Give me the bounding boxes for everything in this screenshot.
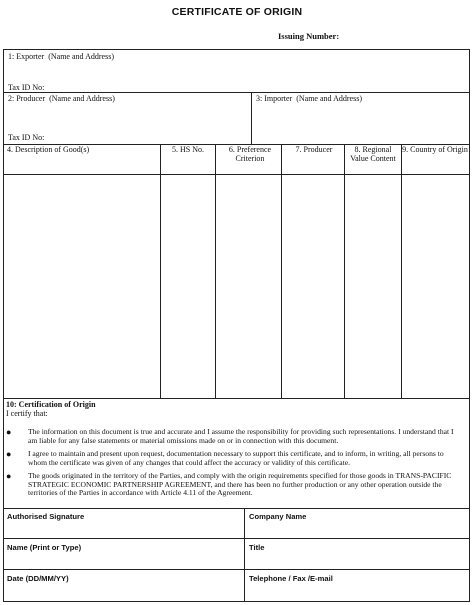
col-country-of-origin: 9. Country of Origin [402, 145, 468, 154]
importer-label: 3: Importer [256, 94, 293, 103]
title-field[interactable] [246, 540, 468, 568]
exporter-tax-id: Tax ID No: [8, 83, 45, 92]
goods-entry-area[interactable] [3, 175, 470, 397]
col-description: 4. Description of Good(s) [7, 145, 90, 154]
company-name-field[interactable] [246, 509, 468, 537]
name-field[interactable] [4, 540, 243, 568]
contact-field[interactable] [246, 571, 468, 601]
certification-bullet [6, 450, 461, 468]
document-title: CERTIFICATE OF ORIGIN [171, 6, 303, 18]
bullet-icon: ● [6, 471, 12, 481]
importer-sublabel: (Name and Address) [296, 94, 362, 103]
certification-intro: I certify that: [6, 409, 48, 418]
exporter-label: 1: Exporter [8, 52, 45, 61]
exporter-section[interactable] [8, 52, 463, 90]
bullet-text: I agree to maintain and present upon request, documentation necessary to support this certificate, and to inform, in writing, all persons to whom the certificate was given of any changes that could affect the accuracy or validity of this certificate. [28, 449, 444, 467]
divider [3, 538, 470, 539]
contact-label: Telephone / Fax /E-mail [249, 574, 333, 583]
divider [3, 398, 470, 399]
producer-tax-id: Tax ID No: [8, 133, 45, 142]
certification-bullet [6, 428, 461, 446]
divider [244, 508, 245, 602]
goods-table [3, 144, 470, 398]
bullet-icon: ● [6, 449, 12, 459]
bullet-text: The information on this document is true and accurate and I assume the responsibility for providing such representations. I understand that I am liable for any false statements or material omissions made on or in connection with this document. [28, 427, 454, 445]
col-hs-no: 5. HS No. [171, 145, 204, 154]
producer-label: 2: Producer [8, 94, 46, 103]
col-producer: 7. Producer [295, 145, 333, 154]
name-label: Name (Print or Type) [7, 543, 82, 552]
authorised-signature-field[interactable] [4, 509, 243, 537]
importer-section[interactable] [256, 94, 466, 142]
divider [3, 569, 470, 570]
company-name-label: Company Name [249, 512, 307, 521]
divider [3, 92, 470, 93]
date-label: Date (DD/MM/YY) [7, 574, 69, 583]
col-regional-value-content: 8. Regional Value Content [350, 145, 396, 163]
certification-label [6, 400, 96, 409]
certification-title: 10: Certification of Origin [6, 400, 96, 409]
title-label: Title [249, 543, 265, 552]
col-preference-criterion: 6. Preference Criterion [228, 145, 272, 163]
date-field[interactable] [4, 571, 243, 601]
producer-sublabel: (Name and Address) [49, 94, 115, 103]
certification-bullet [6, 472, 461, 500]
issuing-number-label: Issuing Number: [278, 31, 340, 41]
divider [251, 92, 252, 144]
exporter-sublabel: (Name and Address) [48, 52, 114, 61]
bullet-icon: ● [6, 427, 12, 437]
bullet-text: The goods originated in the territory of the Parties, and comply with the origin requirements specified for those goods in TRANS-PACIFIC STRATEGIC ECONOMIC PARTNERSHIP AGREEMENT, and there has been no further production or any other operation outside the territories of the Parties in accordance with Article 4.11 of the Agreement. [28, 471, 452, 498]
authorised-signature-label: Authorised Signature [7, 512, 85, 521]
